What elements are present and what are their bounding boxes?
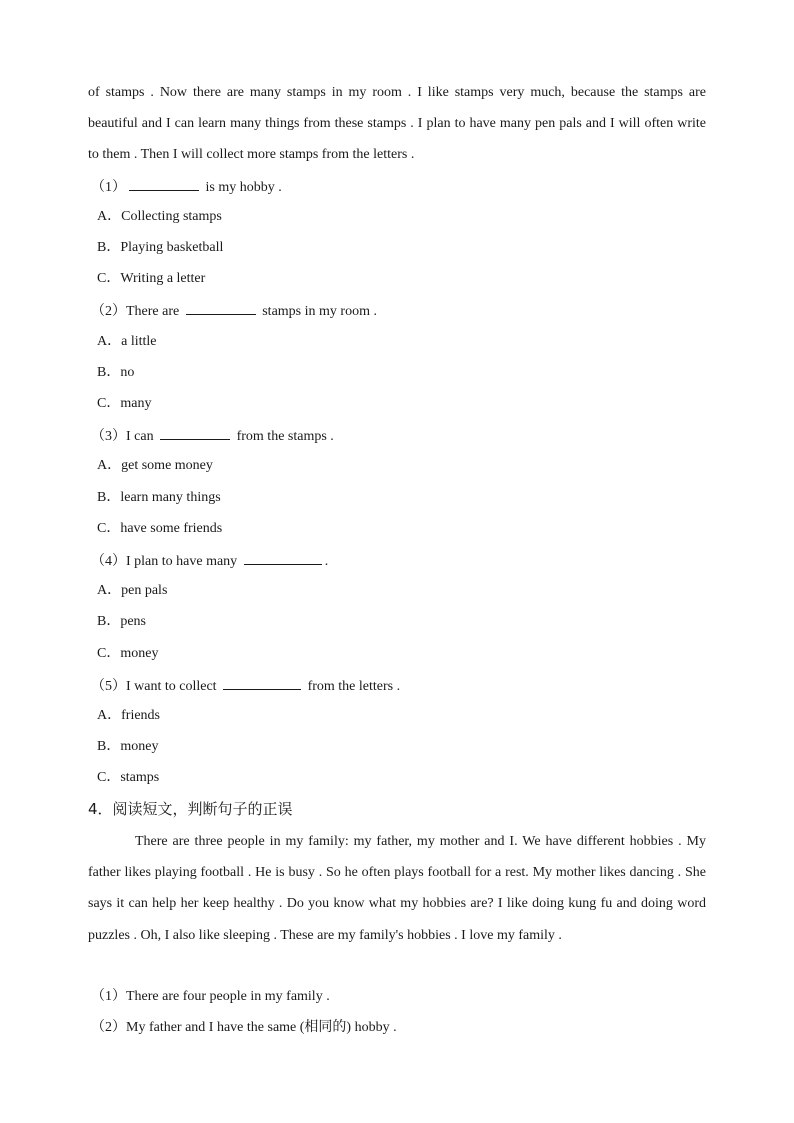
question-text-after: from the letters .	[307, 679, 401, 694]
answer-blank[interactable]	[223, 675, 301, 690]
statement-number: （2）	[91, 1020, 126, 1035]
option-text: friends	[121, 708, 161, 723]
question-3	[91, 425, 334, 445]
question-3-option-c[interactable]	[97, 519, 222, 539]
option-letter: B．	[97, 365, 121, 380]
statement-2	[91, 1018, 397, 1038]
answer-blank[interactable]	[244, 550, 322, 565]
question-number: （4）	[91, 554, 126, 569]
question-4-option-a[interactable]	[97, 581, 167, 601]
option-letter: C．	[97, 271, 121, 286]
question-4	[91, 550, 328, 570]
question-4-option-b[interactable]	[97, 612, 146, 632]
question-4-option-c[interactable]	[97, 644, 158, 664]
option-letter: C．	[97, 396, 121, 411]
reading-passage-family: There are three people in my family: my father, my mother and I. We have different hobbies . My father likes playing football . He is busy . So he often plays football for a rest. My mother likes dancing . She says it can help her keep healthy . Do you know what my hobbies are? I like doing kung fu and doing word puzzles . Oh, I also like sleeping . These are my family's hobbies . I love my family .	[88, 834, 706, 943]
option-letter: C．	[97, 770, 121, 785]
section-heading: 4．阅读短文，判断句子的正误	[88, 800, 293, 818]
question-text-before: I plan to have many	[126, 554, 238, 569]
question-text-before: I want to collect	[126, 679, 217, 694]
option-letter: B．	[97, 240, 121, 255]
question-5-option-c[interactable]	[97, 768, 159, 788]
answer-blank[interactable]	[186, 300, 256, 315]
option-text: Playing basketball	[120, 240, 224, 255]
option-letter: A．	[97, 334, 122, 349]
answer-blank[interactable]	[160, 425, 230, 440]
question-text-after: .	[324, 554, 329, 569]
question-2-option-a[interactable]	[97, 332, 157, 352]
answer-blank[interactable]	[129, 176, 199, 191]
question-2-option-c[interactable]	[97, 394, 151, 414]
option-text: Writing a letter	[120, 271, 206, 286]
question-text-before: There are	[126, 304, 180, 319]
question-5	[91, 675, 400, 695]
option-text: get some money	[121, 458, 213, 473]
statement-text: My father and I have the same (相同的) hobby .	[126, 1020, 397, 1035]
question-text-after: stamps in my room .	[262, 304, 377, 319]
option-text: pens	[120, 614, 147, 629]
question-2	[91, 300, 377, 320]
option-letter: A．	[97, 583, 122, 598]
question-2-option-b[interactable]	[97, 363, 134, 383]
option-text: Collecting stamps	[121, 209, 222, 224]
option-text: money	[120, 646, 159, 661]
option-letter: B．	[97, 490, 121, 505]
option-letter: C．	[97, 521, 121, 536]
question-1	[91, 176, 282, 196]
statement-1	[91, 987, 330, 1007]
option-letter: B．	[97, 614, 121, 629]
option-letter: C．	[97, 646, 121, 661]
option-text: money	[120, 739, 159, 754]
question-1-option-a[interactable]	[97, 207, 222, 227]
option-text: learn many things	[120, 490, 221, 505]
question-number: （3）	[91, 429, 126, 444]
option-letter: A．	[97, 209, 122, 224]
reading-passage: of stamps . Now there are many stamps in my room . I like stamps very much, because the stamps are beautiful and I can learn many things from these stamps . I plan to have many pen pals and I will often write to them . Then I will collect more stamps from the letters .	[88, 85, 706, 163]
option-text: have some friends	[120, 521, 223, 536]
question-number: （2）	[91, 304, 126, 319]
option-letter: A．	[97, 708, 122, 723]
question-number: （5）	[91, 679, 126, 694]
statement-number: （1）	[91, 989, 126, 1004]
option-letter: A．	[97, 458, 122, 473]
question-text-after: from the stamps .	[236, 429, 334, 444]
option-text: a little	[121, 334, 157, 349]
question-5-option-a[interactable]	[97, 706, 160, 726]
question-1-option-c[interactable]	[97, 269, 205, 289]
question-text-before: I can	[126, 429, 154, 444]
option-letter: B．	[97, 739, 121, 754]
question-1-option-b[interactable]	[97, 238, 223, 258]
statement-text: There are four people in my family .	[126, 989, 330, 1004]
question-5-option-b[interactable]	[97, 737, 158, 757]
question-3-option-a[interactable]	[97, 456, 213, 476]
question-number: （1）	[91, 180, 126, 195]
question-3-option-b[interactable]	[97, 488, 221, 508]
option-text: pen pals	[121, 583, 168, 598]
question-text-after: is my hobby .	[205, 180, 282, 195]
option-text: stamps	[120, 770, 160, 785]
option-text: no	[120, 365, 135, 380]
option-text: many	[120, 396, 152, 411]
